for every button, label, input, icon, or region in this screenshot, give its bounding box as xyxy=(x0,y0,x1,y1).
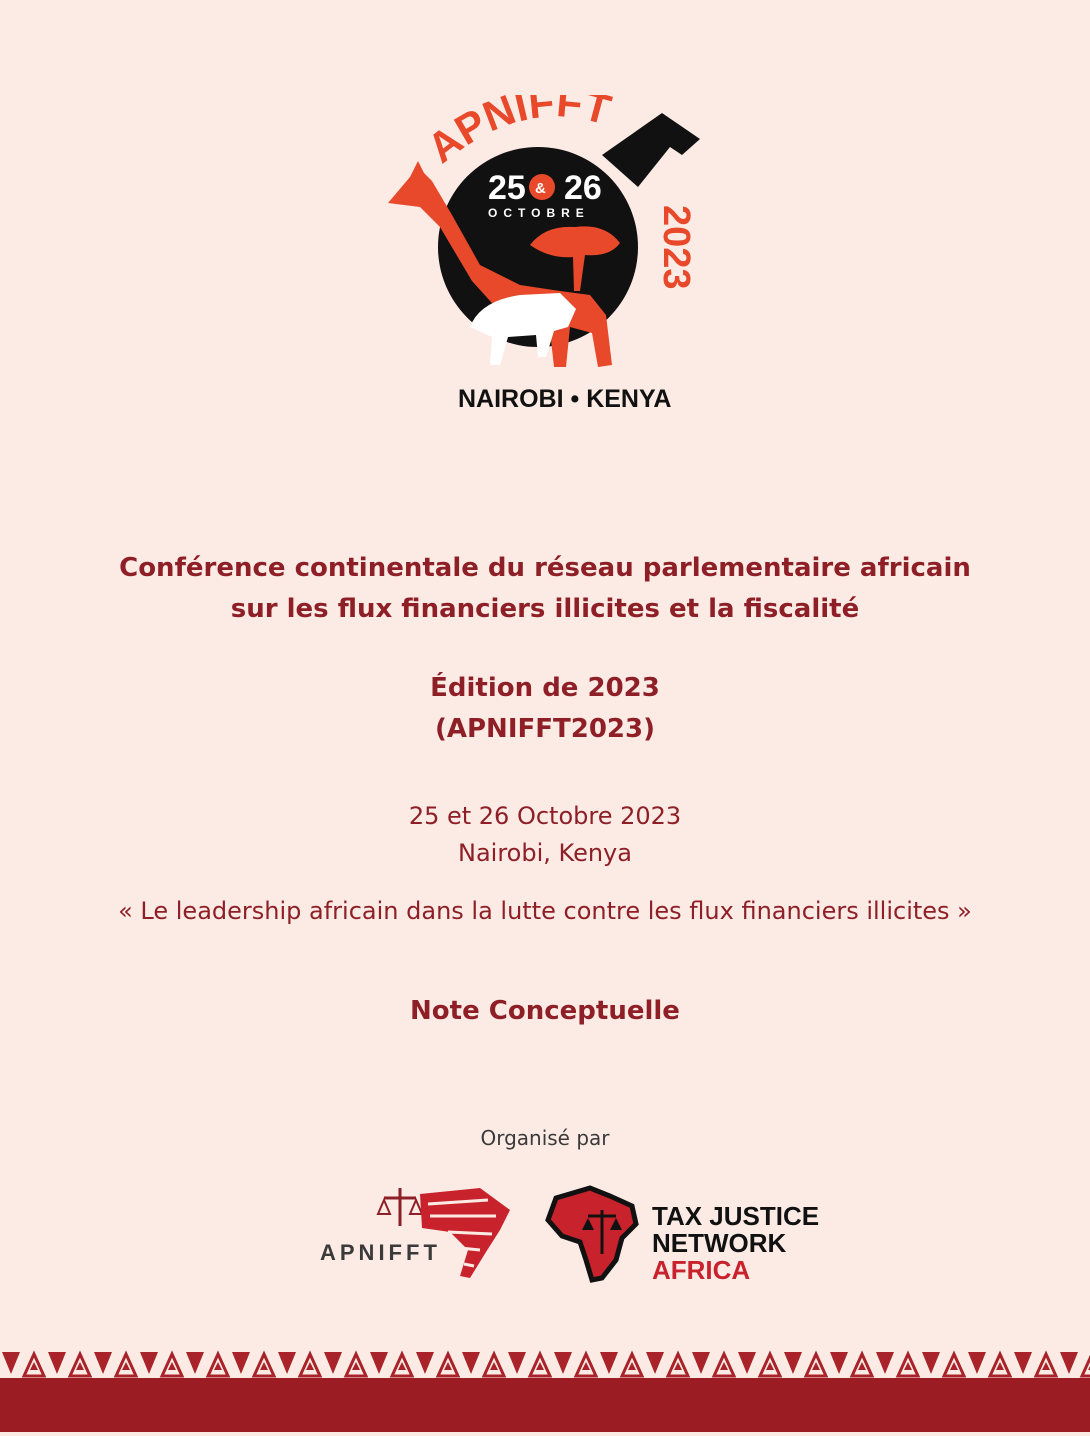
event-theme: « Le leadership africain dans la lutte contre les flux financiers illicites » xyxy=(118,897,972,925)
logo-day-end: 26 xyxy=(564,169,602,207)
conference-title xyxy=(0,548,1090,630)
logo-title: APNIFFT xyxy=(418,95,616,172)
title-line-1: Conférence continentale du réseau parlementaire africain xyxy=(119,553,971,583)
logo-day-start: 25 xyxy=(488,169,526,207)
edition-block xyxy=(0,668,1090,750)
logo-month: OCTOBRE xyxy=(488,206,590,220)
logo-location: NAIROBI • KENYA xyxy=(458,385,672,413)
logo-tower-shape xyxy=(602,113,700,187)
footer-pattern-graphic xyxy=(0,1350,1090,1432)
edition-line-2: (APNIFFT2023) xyxy=(435,714,655,744)
tjna-line-2: NETWORK xyxy=(652,1228,787,1258)
apnifft-wordmark: APNIFFT xyxy=(320,1240,441,1265)
organizer-logos-graphic xyxy=(310,1180,820,1290)
event-logo-graphic xyxy=(370,95,720,425)
document-type: Note Conceptuelle xyxy=(410,996,680,1026)
tjna-line-3: AFRICA xyxy=(652,1255,751,1285)
logo-ampersand: & xyxy=(535,180,546,197)
event-logo xyxy=(370,95,720,425)
event-details xyxy=(0,798,1090,872)
tjna-line-1: TAX JUSTICE xyxy=(652,1201,820,1231)
event-dates: 25 et 26 Octobre 2023 xyxy=(408,802,682,830)
event-location: Nairobi, Kenya xyxy=(458,839,632,867)
footer-pattern xyxy=(0,1350,1090,1432)
organizer-logos xyxy=(310,1180,820,1290)
apnifft-logo xyxy=(320,1188,510,1278)
logo-year: 2023 xyxy=(655,205,697,290)
title-line-2: sur les flux financiers illicites et la fiscalité xyxy=(230,594,860,624)
edition-line-1: Édition de 2023 xyxy=(430,673,660,703)
organizers-label: Organisé par xyxy=(480,1126,610,1150)
tjna-logo xyxy=(548,1188,819,1285)
